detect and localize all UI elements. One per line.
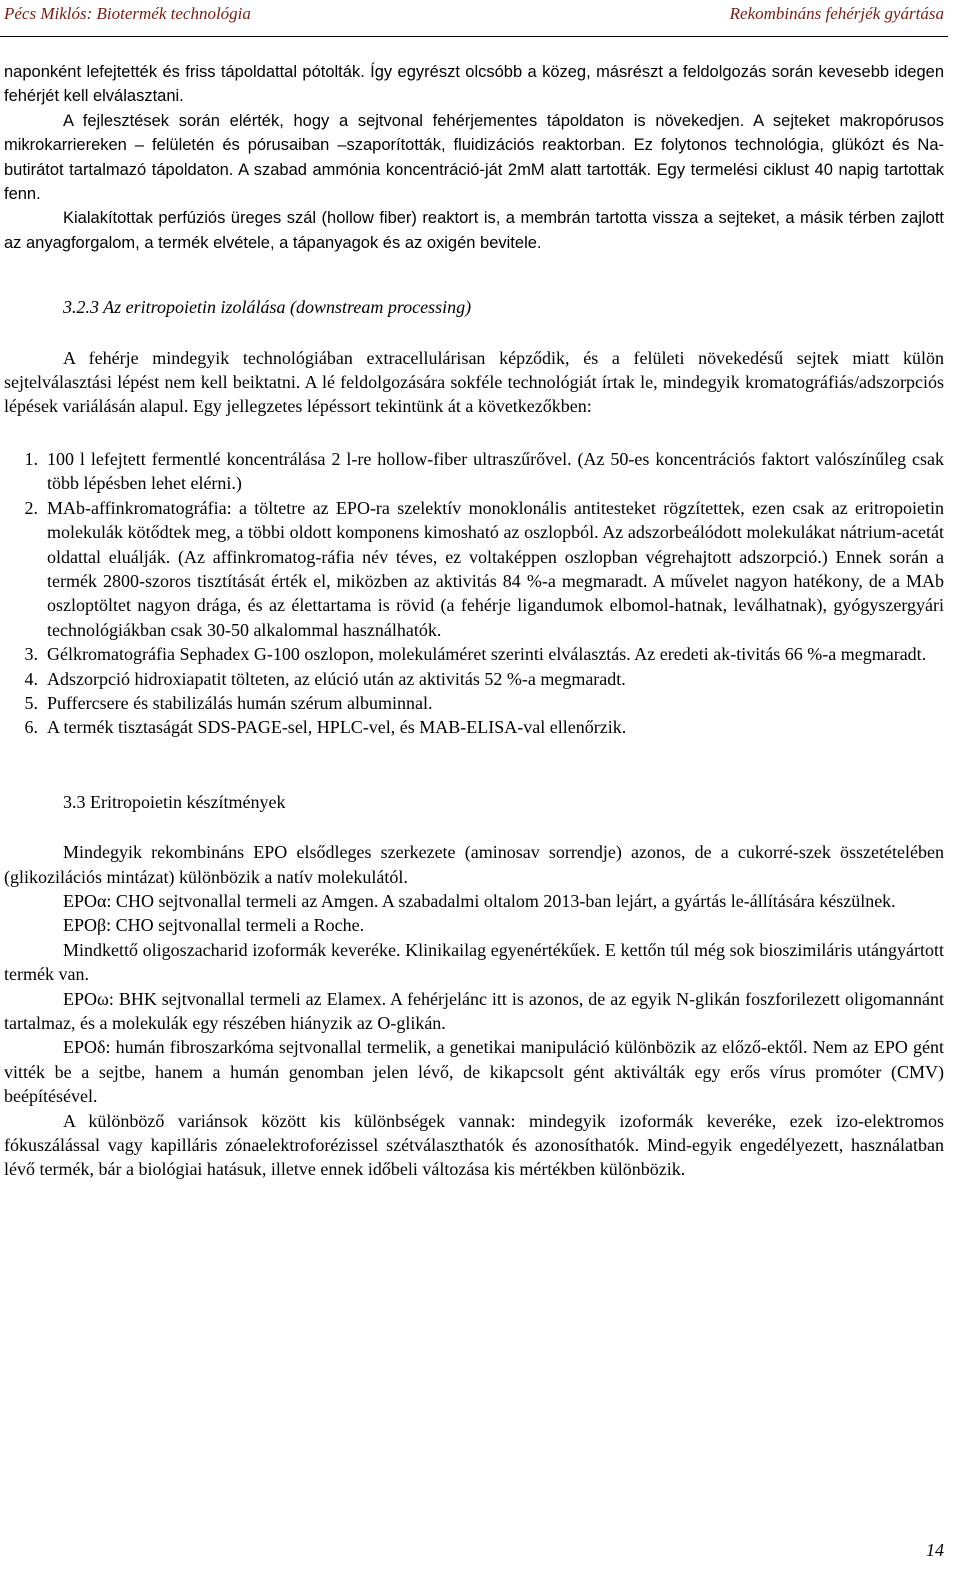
list-item-number: 4. bbox=[24, 668, 38, 689]
page-body bbox=[4, 60, 944, 1182]
list-item-text: A termék tisztaságát SDS-PAGE-sel, HPLC-vel, és MAB-ELISA-val ellenőrzik. bbox=[47, 717, 627, 738]
list-item bbox=[4, 667, 944, 691]
list-item bbox=[4, 496, 944, 642]
paragraph: EPOα: CHO sejtvonallal termeli az Amgen. A szabadalmi oltalom 2013-ban lejárt, a gyártás le-állítására készülnek. bbox=[63, 890, 896, 911]
list-item bbox=[4, 691, 944, 715]
list-item-number: 1. bbox=[24, 448, 38, 469]
list-item-number: 5. bbox=[24, 692, 38, 713]
page-header bbox=[0, 0, 960, 40]
list-item bbox=[4, 447, 944, 496]
page-number: 14 bbox=[926, 1540, 944, 1560]
list-item-text: Puffercsere és stabilizálás humán szérum albuminnal. bbox=[47, 692, 433, 713]
list-item-number: 3. bbox=[24, 644, 38, 665]
section-heading-3-2-3: 3.2.3 Az eritropoietin izolálása (downstream processing) bbox=[63, 297, 472, 318]
paragraph: Kialakítottak perfúziós üreges szál (hollow fiber) reaktort is, a membrán tartotta vissza a sejteket, a másik térben zajlott az anyagforgalom, a termék elvétele, a tápanyagok és az oxigén bevitele. bbox=[4, 209, 944, 252]
paragraph: Mindegyik rekombináns EPO elsődleges szerkezete (aminosav sorrendje) azonos, de a cukorré-szek összetételében (glikozilációs mintázat) különbözik a natív molekulától. bbox=[4, 842, 944, 887]
list-item bbox=[4, 715, 944, 739]
section-heading-3-3: 3.3 Eritropoietin készítmények bbox=[63, 791, 286, 812]
list-item-text: Gélkromatográfia Sephadex G-100 oszlopon, molekuláméret szerinti elválasztás. Az eredeti ak-tivitás 66 %-a megmaradt. bbox=[47, 644, 927, 665]
list-item-text: 100 l lefejtett fermentlé koncentrálása 2 l-re hollow-fiber ultraszűrővel. (Az 50-es koncentrációs faktort valószínűleg csak több lépésben lehet elérni.) bbox=[47, 448, 944, 494]
paragraph: A fehérje mindegyik technológiában extracellulárisan képződik, és a felületi növekedésű sejtek miatt külön sejtelválasztási lépést nem kell beiktatni. A lé feldolgozására sokféle technológiát írtak le, mindegyik kromatográfiás/adszorpciós lépések variálásán alapul. Egy jellegzetes lépéssort tekintünk át a következőkben: bbox=[4, 347, 944, 417]
list-item-number: 2. bbox=[24, 497, 38, 518]
paragraph: EPOβ: CHO sejtvonallal termeli a Roche. bbox=[63, 915, 365, 936]
list-item-text: Adszorpció hidroxiapatit tölteten, az elúció után az aktivitás 52 %-a megmaradt. bbox=[47, 668, 626, 689]
paragraph: A fejlesztések során elérték, hogy a sejtvonal fehérjementes tápoldaton is növekedjen. A sejteket makropórusos mikrokarriereken – felületén és pórusaiban –szaporították, fluidizációs reaktorban. Ez folytonos technológia, glükózt és Na-butirátot tartalmazó tápoldaton. A szabad ammónia koncentráció-ját 2mM alatt tartották. Egy termelési ciklust 40 napig tartottak fenn. bbox=[4, 111, 944, 204]
process-steps-list bbox=[4, 447, 944, 740]
paragraph: Mindkettő oligoszacharid izoformák keveréke. Klinikailag egyenértékűek. E kettőn túl még sok bioszimiláris utángyártott termék van. bbox=[4, 939, 944, 985]
list-item bbox=[4, 642, 944, 666]
paragraph: A különböző variánsok között kis különbségek vannak: mindegyik izoformák keveréke, ezek izo-elektromos fókuszálással vagy kapilláris zónaelektroforézissel szétválaszthatók és azonosíthatók. Mind-egyik engedélyezett, használatban lévő termék, bár a biológiai hatásuk, illetve ennek időbeli változása kis mértékben különbözik. bbox=[4, 1110, 944, 1180]
list-item-text: MAb-affinkromatográfia: a töltetre az EPO-ra szelektív monoklonális antitesteket rögzítettek, ezen csak az eritropoietin molekulák kötődtek meg, a többi oldott komponens kimosható az oszlopból. Az adszorbeálódott molekulákat nátrium-acetát oldattal eluálják. (Az affinkromatog-ráfia név téves, ez voltaképpen oszlopban végrehajtott adszorpció.) Ennek során a termék 2800-szoros tisztítását érték el, miközben az aktivitás 84 %-a megmaradt. A művelet nagyon hatékony, de a MAb oszloptöltet nagyon drága, és az élettartama is rövid (a fehérje ligandumok elbomol-hatnak, leválhatnak), gyógyszergyári technológiákban csak 30-50 alkalommal használhatók. bbox=[47, 497, 944, 640]
header-rule bbox=[0, 36, 948, 37]
header-chapter-title: Rekombináns fehérjék gyártása bbox=[729, 4, 944, 23]
header-book-title: Pécs Miklós: Biotermék technológia bbox=[4, 4, 251, 23]
paragraph: EPOω: BHK sejtvonallal termeli az Elamex. A fehérjelánc itt is azonos, de az egyik N-glikán foszforilezett oligomannánt tartalmaz, és a molekulák egy részében hiányzik az O-glikán. bbox=[4, 988, 944, 1033]
paragraph: EPOδ: humán fibroszarkóma sejtvonallal termelik, a genetikai manipuláció különbözik az előző-ektől. Nem az EPO gént vitték be a sejtbe, hanem a humán genomban jelen lévő, de kikapcsolt gént aktiválták egy erős vírus promóter (CMV) beépítésével. bbox=[4, 1037, 944, 1107]
list-item-number: 6. bbox=[24, 717, 38, 738]
paragraph: naponként lefejtették és friss tápoldattal pótolták. Így egyrészt olcsóbb a közeg, másrészt a feldolgozás során kevesebb idegen fehérjét kell elválasztani. bbox=[4, 63, 944, 106]
